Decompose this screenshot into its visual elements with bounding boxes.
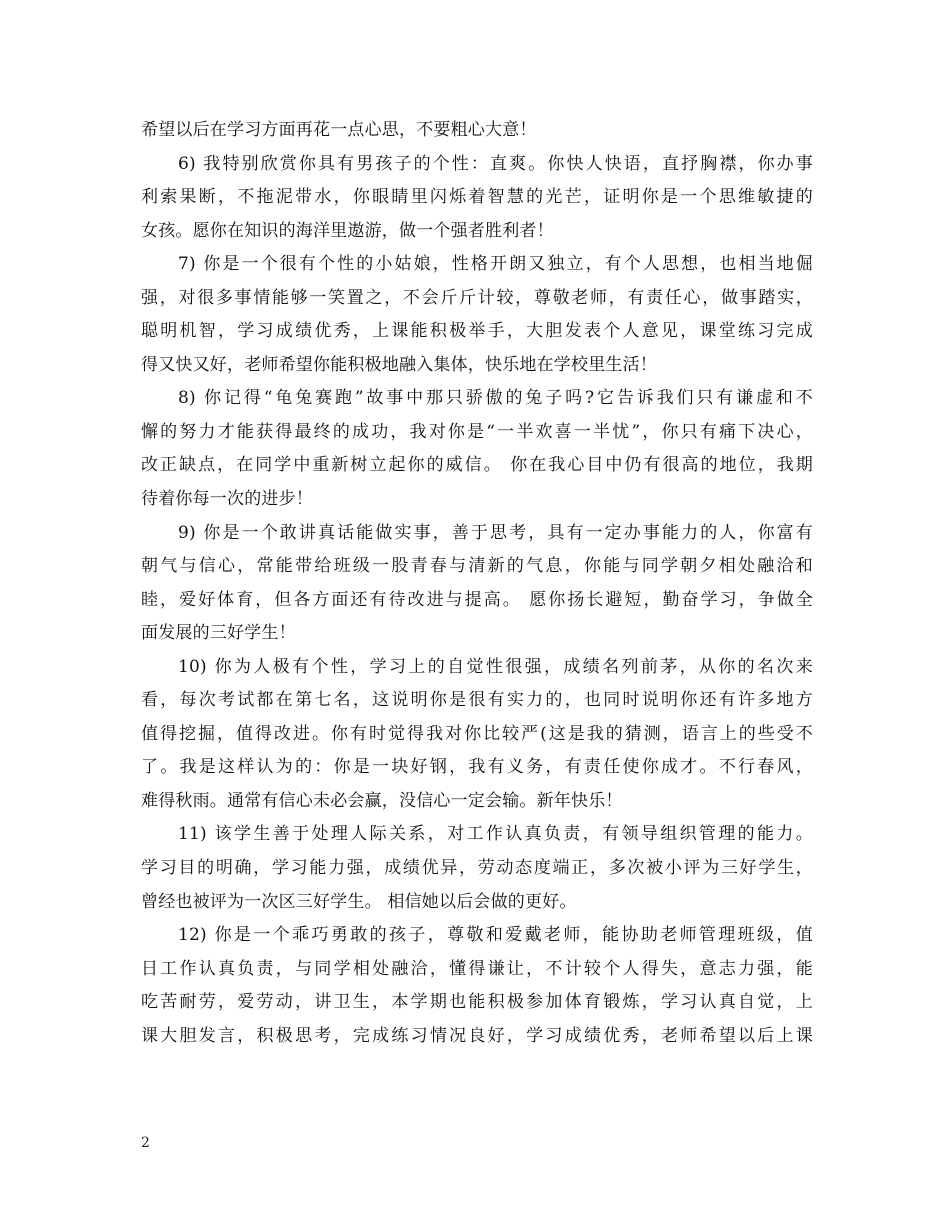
text-line: 利索果断，不拖泥带水，你眼睛里闪烁着智慧的光芒，证明你是一个思维敏捷的 (141, 187, 813, 208)
text-line: 强，对很多事情能够一笑置之，不会斤斤计较，尊敬老师，有责任心，做事踏实， (141, 287, 813, 308)
text-line: 10) 你为人极有个性，学习上的自觉性很强，成绩名列前茅，从你的名次来 (178, 656, 813, 677)
text-line: 得又快又好，老师希望你能积极地融入集体，快乐地在学校里生活！ (141, 354, 657, 375)
text-line: 面发展的三好学生！ (141, 623, 296, 644)
paragraph (141, 517, 813, 651)
text-line: 7) 你是一个很有个性的小姑娘，性格开朗又独立，有个人思想，也相当地倔 (178, 254, 813, 275)
paragraph (141, 651, 813, 819)
text-line: 看，每次考试都在第七名，这说明你是很有实力的，也同时说明你还有许多地方 (141, 690, 813, 711)
text-line: 待着你每一次的进步！ (141, 489, 313, 510)
text-line: 曾经也被评为一次区三好学生。 相信她以后会做的更好。 (141, 891, 577, 912)
paragraph (141, 382, 813, 516)
paragraph (141, 818, 813, 919)
text-line: 女孩。愿你在知识的海洋里遨游，做一个强者胜利者！ (141, 220, 554, 241)
text-line: 了。我是这样认为的：你是一块好钢，我有义务，有责任使你成才。不行春风， (141, 757, 813, 778)
paragraph (141, 248, 813, 382)
text-line: 朝气与信心，常能带给班级一股青春与清新的气息，你能与同学朝夕相处融洽和 (141, 556, 813, 577)
paragraph (141, 919, 813, 1053)
text-line: 12) 你是一个乖巧勇敢的孩子，尊敬和爱戴老师，能协助老师管理班级，值 (178, 925, 813, 946)
text-line: 8) 你记得“龟兔赛跑”故事中那只骄傲的兔子吗?它告诉我们只有谦虚和不 (178, 388, 813, 409)
text-line: 希望以后在学习方面再花一点心思，不要粗心大意！ (141, 120, 537, 140)
document-body (141, 114, 813, 1053)
paragraph (141, 114, 813, 148)
paragraph (141, 148, 813, 249)
text-line: 6) 我特别欣赏你具有男孩子的个性：直爽。你快人快语，直抒胸襟，你办事 (178, 153, 813, 174)
text-line: 懈的努力才能获得最终的成功，我对你是“一半欢喜一半忧”，你只有痛下决心， (141, 421, 813, 442)
text-line: 吃苦耐劳，爱劳动，讲卫生，本学期也能积极参加体育锻炼，学习认真自觉，上 (141, 992, 813, 1013)
text-line: 日工作认真负责，与同学相处融洽，懂得谦让，不计较个人得失，意志力强，能 (141, 958, 813, 979)
page-number: 2 (141, 1135, 150, 1151)
text-line: 睦，爱好体育，但各方面还有待改进与提高。 愿你扬长避短，勤奋学习，争做全 (141, 589, 813, 610)
text-line: 聪明机智，学习成绩优秀，上课能积极举手，大胆发表个人意见，课堂练习完成 (141, 321, 813, 342)
text-line: 难得秋雨。通常有信心未必会赢，没信心一定会输。新年快乐！ (141, 790, 623, 811)
text-line: 学习目的明确，学习能力强，成绩优异，劳动态度端正，多次被小评为三好学生， (141, 858, 813, 879)
text-line: 课大胆发言，积极思考，完成练习情况良好，学习成绩优秀，老师希望以后上课 (141, 1025, 813, 1046)
text-line: 11) 该学生善于处理人际关系，对工作认真负责，有领导组织管理的能力。 (178, 824, 813, 845)
text-line: 改正缺点，在同学中重新树立起你的威信。 你在我心目中仍有很高的地位，我期 (141, 455, 813, 476)
text-line: 值得挖掘，值得改进。你有时觉得我对你比较严(这是我的猜测，语言上的些受不 (141, 723, 813, 744)
text-line: 9) 你是一个敢讲真话能做实事，善于思考，具有一定办事能力的人，你富有 (178, 522, 813, 543)
